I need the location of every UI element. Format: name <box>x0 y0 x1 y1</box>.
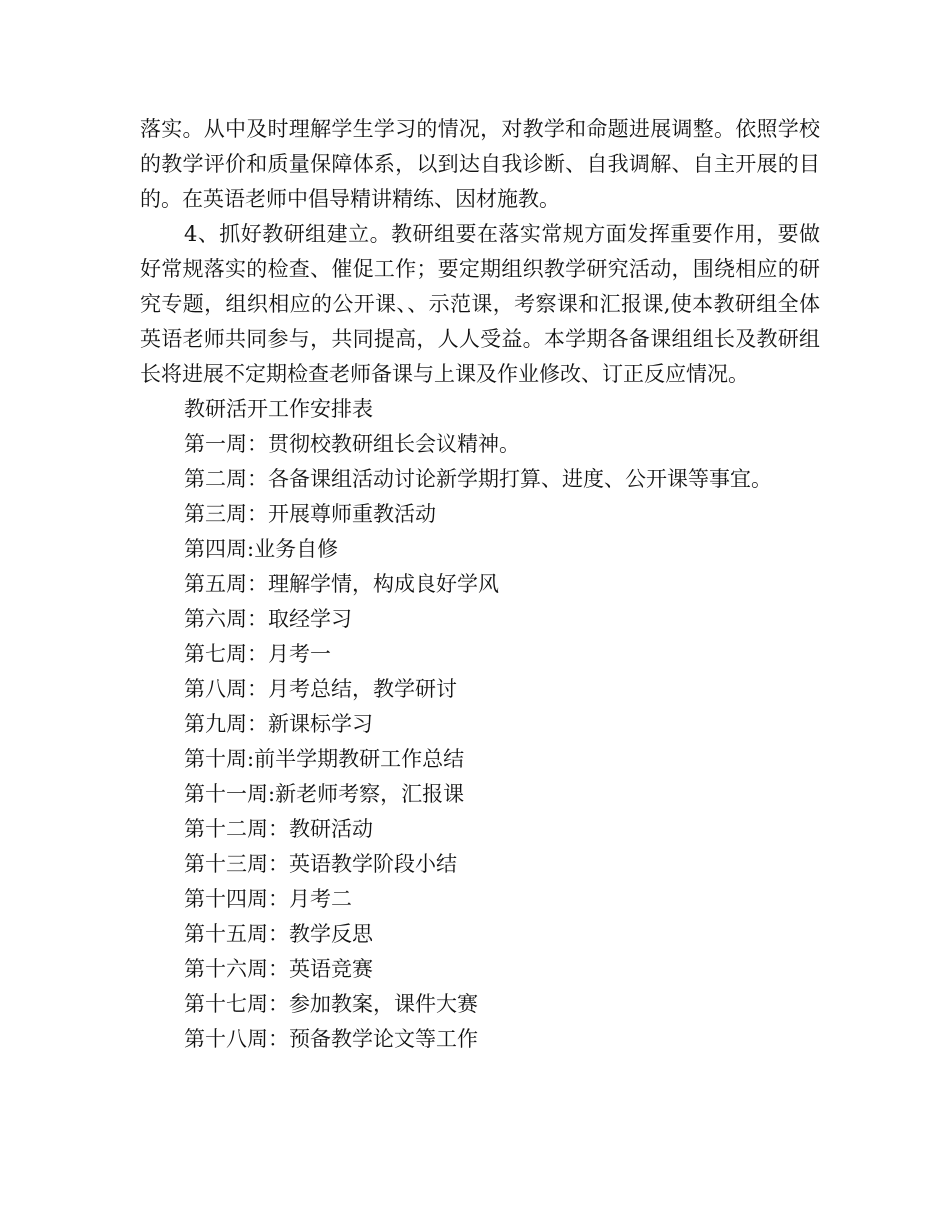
schedule-item: 第十四周：月考二 <box>184 887 352 911</box>
document-page <box>140 112 820 1057</box>
schedule-item: 第七周：月考一 <box>184 642 331 666</box>
paragraph-continued: 落实。从中及时理解学生学习的情况，对教学和命题进展调整。依照学校的教学评价和质量保障体系，以到达自我诊断、自我调解、自主开展的目的。在英语老师中倡导精讲精练、因材施教。 <box>140 117 820 211</box>
schedule-item: 第五周：理解学情，构成良好学风 <box>184 572 499 596</box>
schedule-item: 第十六周：英语竞赛 <box>184 957 373 981</box>
schedule-item: 第十一周:新老师考察，汇报课 <box>184 782 465 806</box>
schedule-item: 第一周：贯彻校教研组长会议精神。 <box>184 432 520 456</box>
paragraph-research-group: 4、抓好教研组建立。教研组要在落实常规方面发挥重要作用，要做好常规落实的检查、催促工作；要定期组织教学研究活动，围绕相应的研究专题，组织相应的公开课、、示范课，考察课和汇报课,使本教研组全体英语老师共同参与，共同提高，人人受益。本学期各备课组组长及教研组长将进展不定期检查老师备课与上课及作业修改、订正反应情况。 <box>140 222 820 386</box>
schedule-item: 第十周:前半学期教研工作总结 <box>184 747 465 771</box>
schedule-item: 第二周：各备课组活动讨论新学期打算、进度、公开课等事宜。 <box>184 467 772 491</box>
schedule-item: 第八周：月考总结，教学研讨 <box>184 677 457 701</box>
schedule-item: 第十五周：教学反思 <box>184 922 373 946</box>
schedule-list <box>140 427 820 1057</box>
schedule-item: 第十八周：预备教学论文等工作 <box>184 1027 478 1051</box>
schedule-item: 第九周：新课标学习 <box>184 712 373 736</box>
schedule-item: 第四周:业务自修 <box>184 537 339 561</box>
schedule-title: 教研活开工作安排表 <box>184 397 373 421</box>
schedule-item: 第三周：开展尊师重教活动 <box>184 502 436 526</box>
schedule-item: 第十七周：参加教案，课件大赛 <box>184 992 478 1016</box>
schedule-item: 第六周：取经学习 <box>184 607 352 631</box>
schedule-item: 第十三周：英语教学阶段小结 <box>184 852 457 876</box>
schedule-item: 第十二周：教研活动 <box>184 817 373 841</box>
